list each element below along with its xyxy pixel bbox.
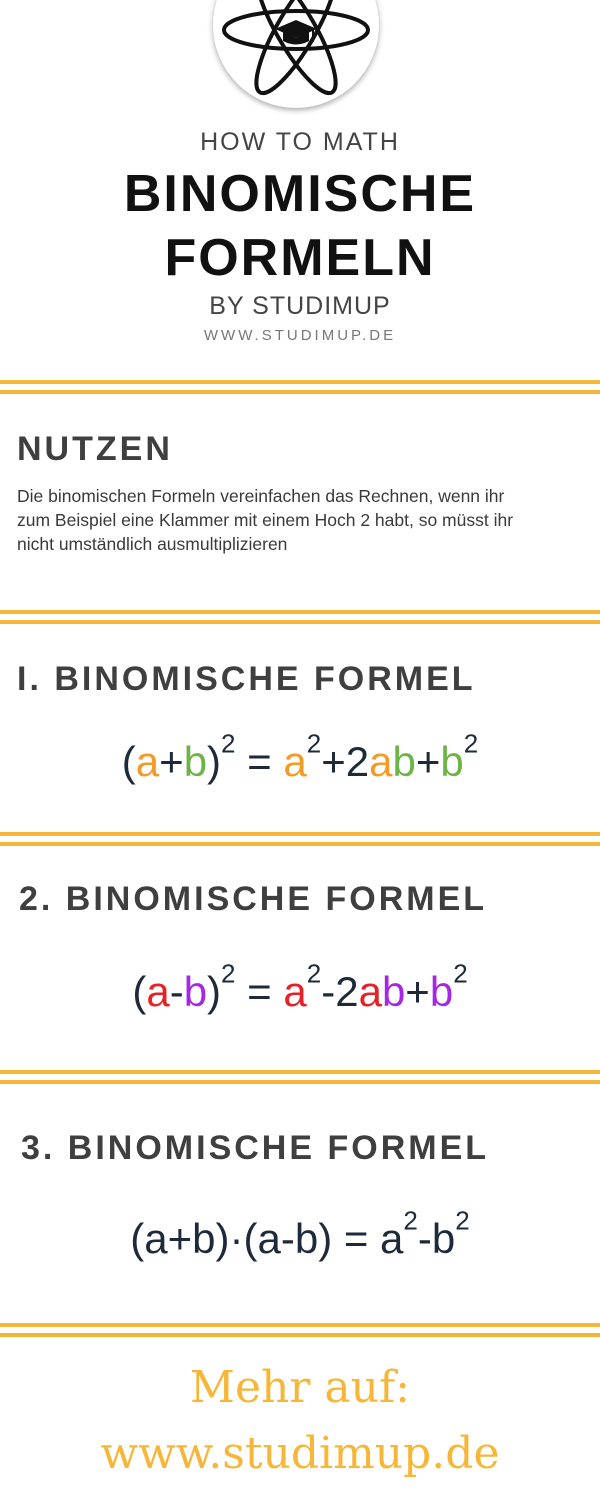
formula-term: ) bbox=[207, 738, 222, 785]
formula-1-heading: I. BINOMISCHE FORMEL bbox=[17, 660, 476, 698]
formula-term: b bbox=[381, 968, 406, 1015]
page-title-line1: BINOMISCHE bbox=[123, 165, 477, 223]
divider-line bbox=[0, 842, 600, 846]
header-subtitle: HOW TO MATH bbox=[200, 128, 400, 156]
divider bbox=[0, 832, 600, 846]
formula-term: - bbox=[169, 968, 184, 1015]
formula-term: a bbox=[283, 968, 307, 1015]
formula-term: ( bbox=[132, 968, 147, 1015]
formula-term: -b bbox=[417, 1215, 456, 1262]
formula-exponent: 2 bbox=[306, 958, 322, 989]
divider bbox=[0, 1323, 600, 1337]
divider-line bbox=[0, 610, 600, 614]
formula-exponent: 2 bbox=[221, 958, 236, 989]
divider-line bbox=[0, 1333, 600, 1337]
formula-term: a bbox=[369, 738, 393, 785]
divider bbox=[0, 610, 600, 624]
footer-website-link[interactable]: www.studimup.de bbox=[100, 1428, 500, 1479]
formula-term: (a+b)·(a-b) = a bbox=[130, 1215, 404, 1262]
formula-term: b bbox=[183, 738, 208, 785]
header-byline: BY STUDIMUP bbox=[209, 292, 391, 320]
formula-term: + bbox=[159, 738, 184, 785]
formula-term: -2 bbox=[321, 968, 359, 1015]
divider bbox=[0, 1070, 600, 1084]
header-website: WWW.STUDIMUP.DE bbox=[203, 327, 397, 344]
formula-term: a bbox=[146, 968, 170, 1015]
page-title-line2: FORMELN bbox=[164, 229, 436, 287]
formula-exponent: 2 bbox=[453, 958, 468, 989]
formula-term: b bbox=[440, 738, 464, 785]
formula-term: a bbox=[135, 738, 160, 785]
formula-term: a bbox=[358, 968, 382, 1015]
formula-exponent: 2 bbox=[306, 728, 322, 759]
formula-term: b bbox=[183, 968, 208, 1015]
formula-term: = bbox=[235, 968, 284, 1015]
formula-3-heading: 3. BINOMISCHE FORMEL bbox=[21, 1129, 490, 1167]
formula-term: b bbox=[392, 738, 416, 785]
divider-line bbox=[0, 390, 600, 394]
nutzen-heading: NUTZEN bbox=[17, 430, 173, 468]
nutzen-text: Die binomischen Formeln vereinfachen das Rechnen, wenn ihr zum Beispiel eine Klammer mit einem Hoch 2 habt, so müsst ihr nicht umständlich ausmultiplizieren bbox=[17, 486, 514, 554]
formula-2-heading: 2. BINOMISCHE FORMEL bbox=[19, 880, 488, 918]
formula-term: a bbox=[283, 738, 307, 785]
formula-term: +2 bbox=[321, 738, 370, 785]
formula-term: = bbox=[235, 738, 284, 785]
divider bbox=[0, 380, 600, 394]
atom-graduation-cap-icon bbox=[213, 0, 379, 108]
formula-1 bbox=[0, 728, 600, 786]
divider-line bbox=[0, 832, 600, 836]
divider-line bbox=[0, 380, 600, 384]
divider-line bbox=[0, 620, 600, 624]
formula-2 bbox=[0, 958, 600, 1016]
formula-term: ) bbox=[207, 968, 222, 1015]
formula-3 bbox=[0, 1205, 600, 1263]
formula-exponent: 2 bbox=[221, 728, 236, 759]
formula-term: + bbox=[405, 968, 430, 1015]
formula-exponent: 2 bbox=[403, 1205, 418, 1236]
formula-term: + bbox=[415, 738, 441, 785]
logo bbox=[213, 0, 379, 108]
formula-term: b bbox=[429, 968, 454, 1015]
formula-term: ( bbox=[121, 738, 136, 785]
formula-exponent: 2 bbox=[455, 1205, 470, 1236]
divider-line bbox=[0, 1070, 600, 1074]
divider-line bbox=[0, 1080, 600, 1084]
divider-line bbox=[0, 1323, 600, 1327]
footer-line1: Mehr auf: bbox=[189, 1362, 411, 1413]
formula-exponent: 2 bbox=[463, 728, 479, 759]
